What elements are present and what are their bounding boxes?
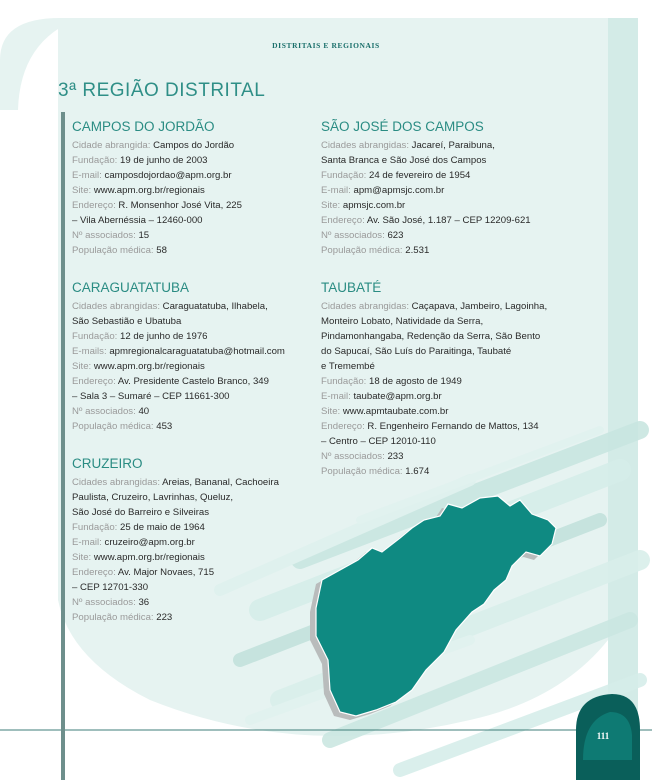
district-info-line — [321, 419, 561, 434]
info-label: Cidades abrangidas: — [72, 477, 163, 488]
info-value: 2.531 — [405, 245, 430, 256]
info-value: – Centro – CEP 12010-110 — [321, 436, 436, 447]
info-label: Endereço: — [72, 567, 118, 578]
district-info-line — [321, 153, 561, 168]
district-info-line — [321, 314, 561, 329]
district-name: CRUZEIRO — [72, 456, 143, 471]
district-info-line — [72, 565, 312, 580]
info-value: – Vila Abernéssia – 12460-000 — [72, 215, 203, 226]
district-info-line — [321, 359, 561, 374]
info-label: Endereço: — [321, 421, 368, 432]
district-info-line — [72, 329, 312, 344]
district-info-line — [321, 449, 561, 464]
district-info-line — [72, 419, 312, 434]
district-info-line — [72, 153, 312, 168]
info-value: Pindamonhangaba, Redenção da Serra, São Bento — [321, 331, 541, 342]
district-info-line — [321, 183, 561, 198]
district-info-line — [72, 535, 312, 550]
district-info-line — [321, 198, 561, 213]
info-value: apmregionalcaraguatatuba@hotmail.com — [109, 346, 285, 357]
info-label: Endereço: — [72, 200, 119, 211]
info-value: camposdojordao@apm.org.br — [104, 170, 232, 181]
district-info-line — [72, 359, 312, 374]
info-label: Fundação: — [72, 155, 121, 166]
info-value: 24 de fevereiro de 1954 — [369, 170, 471, 181]
info-value: www.apmtaubate.com.br — [342, 406, 449, 417]
district-info-line — [321, 243, 561, 258]
info-label: Fundação: — [72, 331, 121, 342]
district-info-line — [72, 595, 312, 610]
info-value: Av. Presidente Castelo Branco, 349 — [117, 376, 269, 387]
info-value: Jacareí, Paraibuna, — [411, 140, 495, 151]
district-info-line — [321, 434, 561, 449]
district-info-line — [72, 475, 312, 490]
info-label: E-mail: — [72, 537, 105, 548]
info-value: 19 de junho de 2003 — [120, 155, 208, 166]
info-value: 233 — [387, 451, 404, 462]
info-value: www.apm.org.br/regionais — [93, 185, 205, 196]
district-block — [72, 119, 312, 258]
district-block — [321, 119, 561, 258]
column-left — [72, 119, 312, 647]
info-label: População médica: — [321, 245, 406, 256]
info-value: Areias, Bananal, Cachoeira — [162, 477, 279, 488]
info-label: Endereço: — [72, 376, 118, 387]
info-label: Endereço: — [321, 215, 367, 226]
district-info-line — [72, 490, 312, 505]
district-info-line — [72, 299, 312, 314]
district-info-line — [72, 520, 312, 535]
section-header: DISTRITAIS E REGIONAIS — [272, 41, 380, 50]
info-value: R. Monsenhor José Vita, 225 — [118, 200, 242, 211]
info-label: E-mails: — [72, 346, 110, 357]
info-value: Paulista, Cruzeiro, Lavrinhas, Queluz, — [72, 492, 234, 503]
district-info-line — [72, 389, 312, 404]
district-info-line — [72, 344, 312, 359]
info-value: 25 de maio de 1964 — [120, 522, 205, 533]
district-info-line — [321, 299, 561, 314]
column-right — [321, 119, 561, 501]
district-name: SÃO JOSÉ DOS CAMPOS — [321, 119, 484, 134]
info-label: Cidades abrangidas: — [321, 301, 412, 312]
info-label: População médica: — [72, 421, 157, 432]
district-info-line — [72, 550, 312, 565]
page-number: 111 — [596, 731, 610, 741]
district-info-line — [72, 580, 312, 595]
info-value: Caraguatatuba, Ilhabela, — [162, 301, 268, 312]
info-label: Cidades abrangidas: — [72, 301, 163, 312]
info-label: Site: — [72, 361, 94, 372]
district-block — [72, 456, 312, 625]
district-info-line — [321, 374, 561, 389]
info-label: Site: — [321, 200, 343, 211]
info-value: 58 — [156, 245, 167, 256]
info-value: 18 de agosto de 1949 — [369, 376, 462, 387]
info-label: Fundação: — [321, 376, 370, 387]
district-info-line — [321, 329, 561, 344]
district-info-line — [72, 505, 312, 520]
district-info-line — [72, 610, 312, 625]
info-label: Nº associados: — [321, 451, 388, 462]
info-label: População médica: — [72, 245, 157, 256]
district-info-line — [321, 228, 561, 243]
info-value: taubate@apm.org.br — [353, 391, 442, 402]
district-info-line — [321, 168, 561, 183]
district-block — [72, 280, 312, 434]
district-info-line — [72, 243, 312, 258]
info-value: Av. Major Novaes, 715 — [117, 567, 215, 578]
info-value: www.apm.org.br/regionais — [93, 361, 205, 372]
district-info-line — [72, 213, 312, 228]
info-label: Nº associados: — [72, 230, 139, 241]
page-title: 3ª REGIÃO DISTRITAL — [58, 80, 266, 101]
info-label: E-mail: — [72, 170, 105, 181]
info-value: – Sala 3 – Sumaré – CEP 11661-300 — [72, 391, 230, 402]
info-value: R. Engenheiro Fernando de Mattos, 134 — [367, 421, 539, 432]
info-value: cruzeiro@apm.org.br — [104, 537, 195, 548]
district-info-line — [72, 374, 312, 389]
info-label: Cidades abrangidas: — [321, 140, 412, 151]
info-label: Site: — [72, 552, 94, 563]
info-label: População médica: — [321, 466, 406, 477]
district-block — [321, 280, 561, 479]
vertical-bar — [61, 112, 65, 780]
info-value: 623 — [387, 230, 404, 241]
info-value: Campos do Jordão — [153, 140, 235, 151]
district-name: CARAGUATATUBA — [72, 280, 190, 295]
district-info-line — [72, 228, 312, 243]
district-info-line — [72, 404, 312, 419]
district-info-line — [72, 138, 312, 153]
district-name: CAMPOS DO JORDÃO — [72, 119, 215, 134]
info-label: Nº associados: — [72, 406, 139, 417]
info-value: Av. São José, 1.187 – CEP 12209-621 — [366, 215, 531, 226]
info-value: 36 — [138, 597, 150, 608]
info-value: Santa Branca e São José dos Campos — [321, 155, 487, 166]
district-info-line — [321, 213, 561, 228]
district-info-line — [321, 404, 561, 419]
info-value: apmsjc.com.br — [342, 200, 406, 211]
info-label: E-mail: — [321, 391, 354, 402]
info-value: Monteiro Lobato, Natividade da Serra, — [321, 316, 484, 327]
info-value: do Sapucaí, São Luís do Paraitinga, Taubaté — [321, 346, 512, 357]
district-info-line — [72, 183, 312, 198]
info-value: São Sebastião e Ubatuba — [72, 316, 182, 327]
info-value: 40 — [138, 406, 150, 417]
info-label: População médica: — [72, 612, 157, 623]
info-label: Nº associados: — [321, 230, 388, 241]
info-value: 223 — [156, 612, 173, 623]
info-value: e Tremembé — [321, 361, 375, 372]
info-label: Nº associados: — [72, 597, 139, 608]
info-value: 453 — [156, 421, 173, 432]
info-value: www.apm.org.br/regionais — [93, 552, 205, 563]
info-value: apm@apmsjc.com.br — [353, 185, 445, 196]
info-label: Fundação: — [321, 170, 370, 181]
info-value: 1.674 — [405, 466, 430, 477]
info-value: Caçapava, Jambeiro, Lagoinha, — [411, 301, 548, 312]
info-label: Site: — [321, 406, 343, 417]
info-value: São José do Barreiro e Silveiras — [72, 507, 210, 518]
district-name: TAUBATÉ — [321, 280, 382, 295]
district-info-line — [72, 314, 312, 329]
info-label: Site: — [72, 185, 94, 196]
info-value: 12 de junho de 1976 — [120, 331, 208, 342]
info-label: Cidade abrangida: — [72, 140, 154, 151]
info-label: E-mail: — [321, 185, 354, 196]
info-label: Fundação: — [72, 522, 121, 533]
district-info-line — [72, 168, 312, 183]
district-info-line — [72, 198, 312, 213]
district-info-line — [321, 389, 561, 404]
district-info-line — [321, 464, 561, 479]
info-value: – CEP 12701-330 — [72, 582, 149, 593]
district-info-line — [321, 138, 561, 153]
info-value: 15 — [138, 230, 150, 241]
district-info-line — [321, 344, 561, 359]
